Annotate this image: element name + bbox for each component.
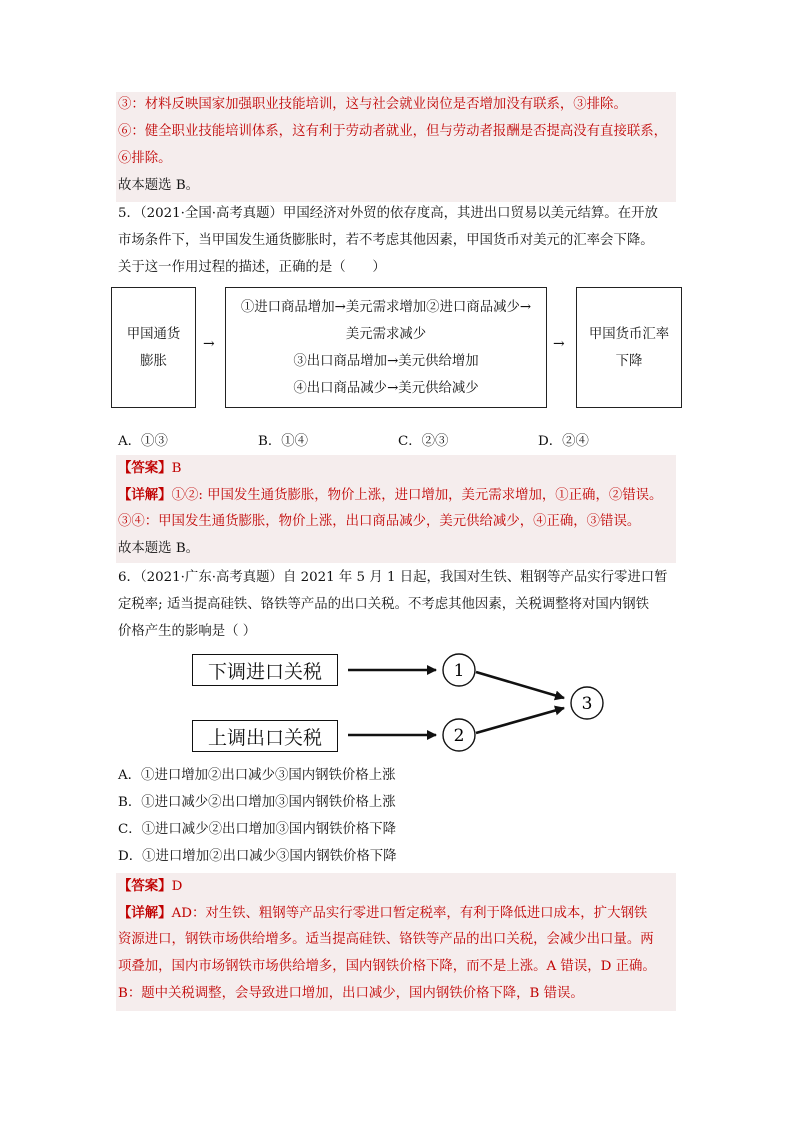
option-a: A．①进口增加②出口减少③国内钢铁价格上涨 <box>118 768 396 783</box>
flow-arrow: → <box>553 336 565 352</box>
flow-box-text: 膨胀 <box>140 353 167 369</box>
detail-line <box>118 900 647 927</box>
detail-text: ①②: 甲国发生通货膨胀，物价上涨，进口增加，美元需求增加，①正确，②错误。 <box>171 488 663 503</box>
answer-tag: 【答案】 <box>118 460 172 476</box>
option-c: C．②③ <box>398 434 449 449</box>
conclusion: 故本题选 B。 <box>118 541 200 556</box>
detail-text: AD：对生铁、粗钢等产品实行零进口暂定税率，有利于降低进口成本，扩大钢铁 <box>171 906 648 921</box>
option-c: C．①进口减少②出口增加③国内钢铁价格下降 <box>118 822 397 837</box>
detail-line: ③④：甲国发生通货膨胀，物价上涨，出口商品减少，美元供给减少，④正确，③错误。 <box>118 514 641 529</box>
flow-box-text: 甲国通货 <box>126 326 181 342</box>
explanation-line: ③：材料反映国家加强职业技能培训，这与社会就业岗位是否增加没有联系，③排除。 <box>118 97 627 112</box>
diagram-arrow <box>476 708 564 733</box>
flow-arrow: → <box>203 336 215 352</box>
answer-tag: 【答案】 <box>118 878 172 894</box>
diagram-node-label: 2 <box>453 726 465 746</box>
flow-box-text: 甲国货币汇率 <box>588 326 670 342</box>
diagram-box-import-tariff: 下调进口关税 <box>192 654 338 686</box>
question-6-stem: 6．（2021·广东·高考真题）自 2021 年 5 月 1 日起，我国对生铁、粗钢等产品实行零进口暂 <box>118 570 668 585</box>
option-a: A．①③ <box>118 434 168 449</box>
option-b: B．①进口减少②出口增加③国内钢铁价格上涨 <box>118 795 396 810</box>
flow-box-text: ③出口商品增加→美元供给增加 <box>293 353 479 369</box>
answer-line <box>118 873 182 900</box>
flow-box-text: ④出口商品减少→美元供给减少 <box>293 380 479 396</box>
diagram-arrow <box>476 672 564 698</box>
explanation-line: ⑥：健全职业技能培训体系，这有利于劳动者就业，但与劳动者报酬是否提高没有直接联系， <box>118 124 668 139</box>
diagram-node-label: 1 <box>453 661 465 681</box>
detail-line: 项叠加，国内市场钢铁市场供给增多，国内钢铁价格下降，而不是上涨。A 错误，D 正确。 <box>118 959 656 974</box>
flow-box-text: 下降 <box>615 353 643 369</box>
flow-box-text: ①进口商品增加→美元需求增加②进口商品减少→ <box>240 299 532 315</box>
question-6-stem: 价格产生的影响是（ ） <box>118 624 257 639</box>
detail-line: B：题中关税调整，会导致进口增加，出口减少，国内钢铁价格下降，B 错误。 <box>118 986 584 1001</box>
answer-value: B <box>171 461 182 476</box>
detail-tag: 【详解】 <box>118 487 172 503</box>
diagram-box-export-tariff: 上调出口关税 <box>192 720 338 752</box>
question-5-stem: 关于这一作用过程的描述，正确的是（ ） <box>118 260 386 275</box>
answer-value: D <box>171 879 183 894</box>
conclusion: 故本题选 B。 <box>118 178 200 193</box>
detail-line: 资源进口，钢铁市场供给增多。适当提高硅铁、铬铁等产品的出口关税，会减少出口量。两 <box>118 932 654 947</box>
question-5-stem: 5．（2021·全国·高考真题）甲国经济对外贸的依存度高，其进出口贸易以美元结算。在开放 <box>118 206 658 221</box>
option-b: B．①④ <box>258 434 309 449</box>
diagram-node-label: 3 <box>581 694 593 714</box>
question-5-stem: 市场条件下，当甲国发生通货膨胀时，若不考虑其他因素，甲国货币对美元的汇率会下降。 <box>118 233 654 248</box>
explanation-line: ⑥排除。 <box>118 151 172 166</box>
option-d: D．②④ <box>538 434 589 449</box>
question-6-stem: 定税率; 适当提高硅铁、铬铁等产品的出口关税。不考虑其他因素，关税调整将对国内钢铁 <box>118 597 649 612</box>
flow-box-text: 美元需求减少 <box>345 326 427 342</box>
detail-tag: 【详解】 <box>118 905 172 921</box>
option-d: D．①进口增加②出口减少③国内钢铁价格下降 <box>118 849 397 864</box>
